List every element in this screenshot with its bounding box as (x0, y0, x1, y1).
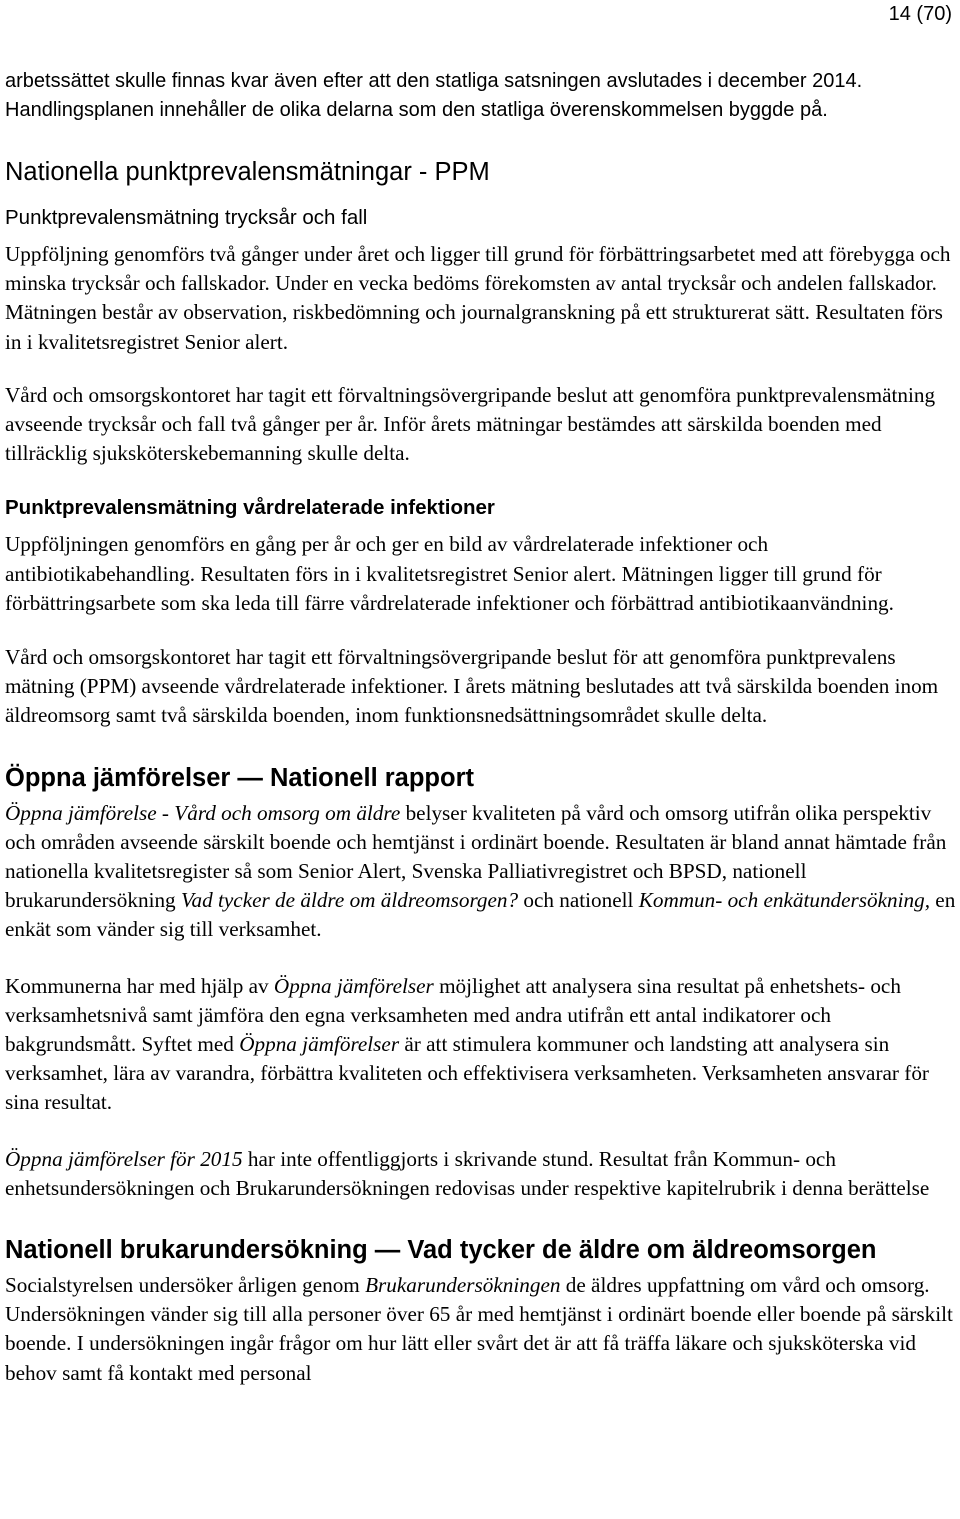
text: belyser kvaliteten på vård och omsorg utifrån olika perspektiv och områden avseende särskilt boende och hemtjänst i ordinärt boende. Resultaten är bland annat hämtade från nationella kvalitetsregister så som Senior Alert, Svenska Palliativregistret och BPSD, nationell brukarundersökning (5, 800, 947, 913)
section-heading-ppm: Nationella punktprevalensmätningar - PPM (5, 158, 490, 186)
text-italic: Öppna jämförelser (273, 973, 434, 998)
paragraph-vri-1: Uppföljningen genomförs en gång per år och ger en bild av vårdrelaterade infektioner och antibiotikabehandling. Resultaten förs in i kvalitetsregistret Senior alert. Mätningen ligger till grund för förbättringsarbete som ska leda till färre vårdrelaterade infektioner och förbättrad antibiotikaanvändning. (5, 532, 894, 615)
text-italic: Öppna jämförelser för 2015 (5, 1146, 243, 1171)
text: Kommunerna har med hjälp av (5, 973, 274, 998)
text: och nationell (518, 888, 639, 913)
section-heading-brukar: Nationell brukarundersökning — Vad tycker de äldre om äldreomsorgen (5, 1236, 877, 1265)
text: är att stimulera kommuner och landsting att analysera sin verksamhet, lära av varandra, förbättra kvaliteten och effektivisera verksamheten. Verksamheten ansvarar för sina resultat. (5, 1032, 929, 1115)
section-heading-oppna: Öppna jämförelser — Nationell rapport (5, 763, 474, 792)
paragraph-oppna-3 (5, 1145, 957, 1203)
subheading-vri: Punktprevalensmätning vårdrelaterade infektioner (5, 496, 495, 520)
intro-paragraph: arbetssättet skulle finnas kvar även efter att den statliga satsningen avslutades i december 2014. Handlingsplanen innehåller de olika delarna som den statliga överenskommelsen byggde på. (5, 70, 863, 121)
text-italic: Öppna jämförelser (239, 1032, 400, 1057)
text: har inte offentliggjorts i skrivande stund. Resultat från Kommun- och enhetsundersökningen och Brukarundersökningen redovisas under respektive kapitelrubrik i denna berättelse (5, 1146, 930, 1200)
text-italic: Kommun- och enkätundersökning, (638, 888, 930, 913)
text: en enkät som vänder sig till verksamhet. (5, 888, 956, 942)
paragraph-trycksar-1: Uppföljning genomförs två gånger under året och ligger till grund för förbättringsarbetet med att förebygga och minska trycksår och fallskador. Under en vecka bedöms förekomsten av antal trycksår och andelen fallskador. Mätningen består av observation, riskbedömning och journalgranskning på ett strukturerat sätt. Resultaten förs in i kvalitetsregistret Senior alert. (5, 242, 951, 354)
text: Socialstyrelsen undersöker årligen genom (5, 1273, 366, 1298)
text-italic: Brukarundersökningen (365, 1273, 561, 1298)
subheading-trycksar: Punktprevalensmätning trycksår och fall (5, 206, 368, 229)
paragraph-oppna-2 (5, 972, 957, 1118)
paragraph-brukar-1 (5, 1271, 957, 1388)
page-number: 14 (70) (888, 3, 952, 25)
text: de äldres uppfattning om vård och omsorg. Undersökningen vänder sig till alla personer över 65 år med hemtjänst i ordinärt boende eller boende på särskilt boende. I undersökningen ingår frågor om hur lätt eller svårt det är att få träffa läkare och sjuksköterska vid behov samt få kontakt med personal (5, 1273, 953, 1385)
text-italic: Vad tycker de äldre om äldreomsorgen? (180, 888, 519, 913)
paragraph-oppna-1 (5, 799, 957, 945)
text: möjlighet att analysera sina resultat på enhetshets- och verksamhetsnivå samt jämföra den egna verksamheten med andra utifrån ett antal indikatorer och bakgrundsmått. Syftet med (5, 973, 901, 1057)
paragraph-vri-2: Vård och omsorgskontoret har tagit ett förvaltningsövergripande beslut för att genomföra punktprevalens mätning (PPM) avseende vårdrelaterade infektioner. I årets mätning beslutades att två särskilda boenden inom äldreomsorg samt två särskilda boenden, inom funktionsnedsättningsområdet skulle delta. (5, 645, 939, 728)
paragraph-trycksar-2: Vård och omsorgskontoret har tagit ett förvaltningsövergripande beslut att genomföra punktprevalensmätning avseende trycksår och fall två gånger per år. Inför årets mätningar bestämdes att särskilda boenden med tillräcklig sjuksköterskebemanning skulle delta. (5, 382, 936, 466)
text-italic: Öppna jämförelse - Vård och omsorg om äldre (5, 800, 401, 825)
document-body (5, 67, 957, 1388)
